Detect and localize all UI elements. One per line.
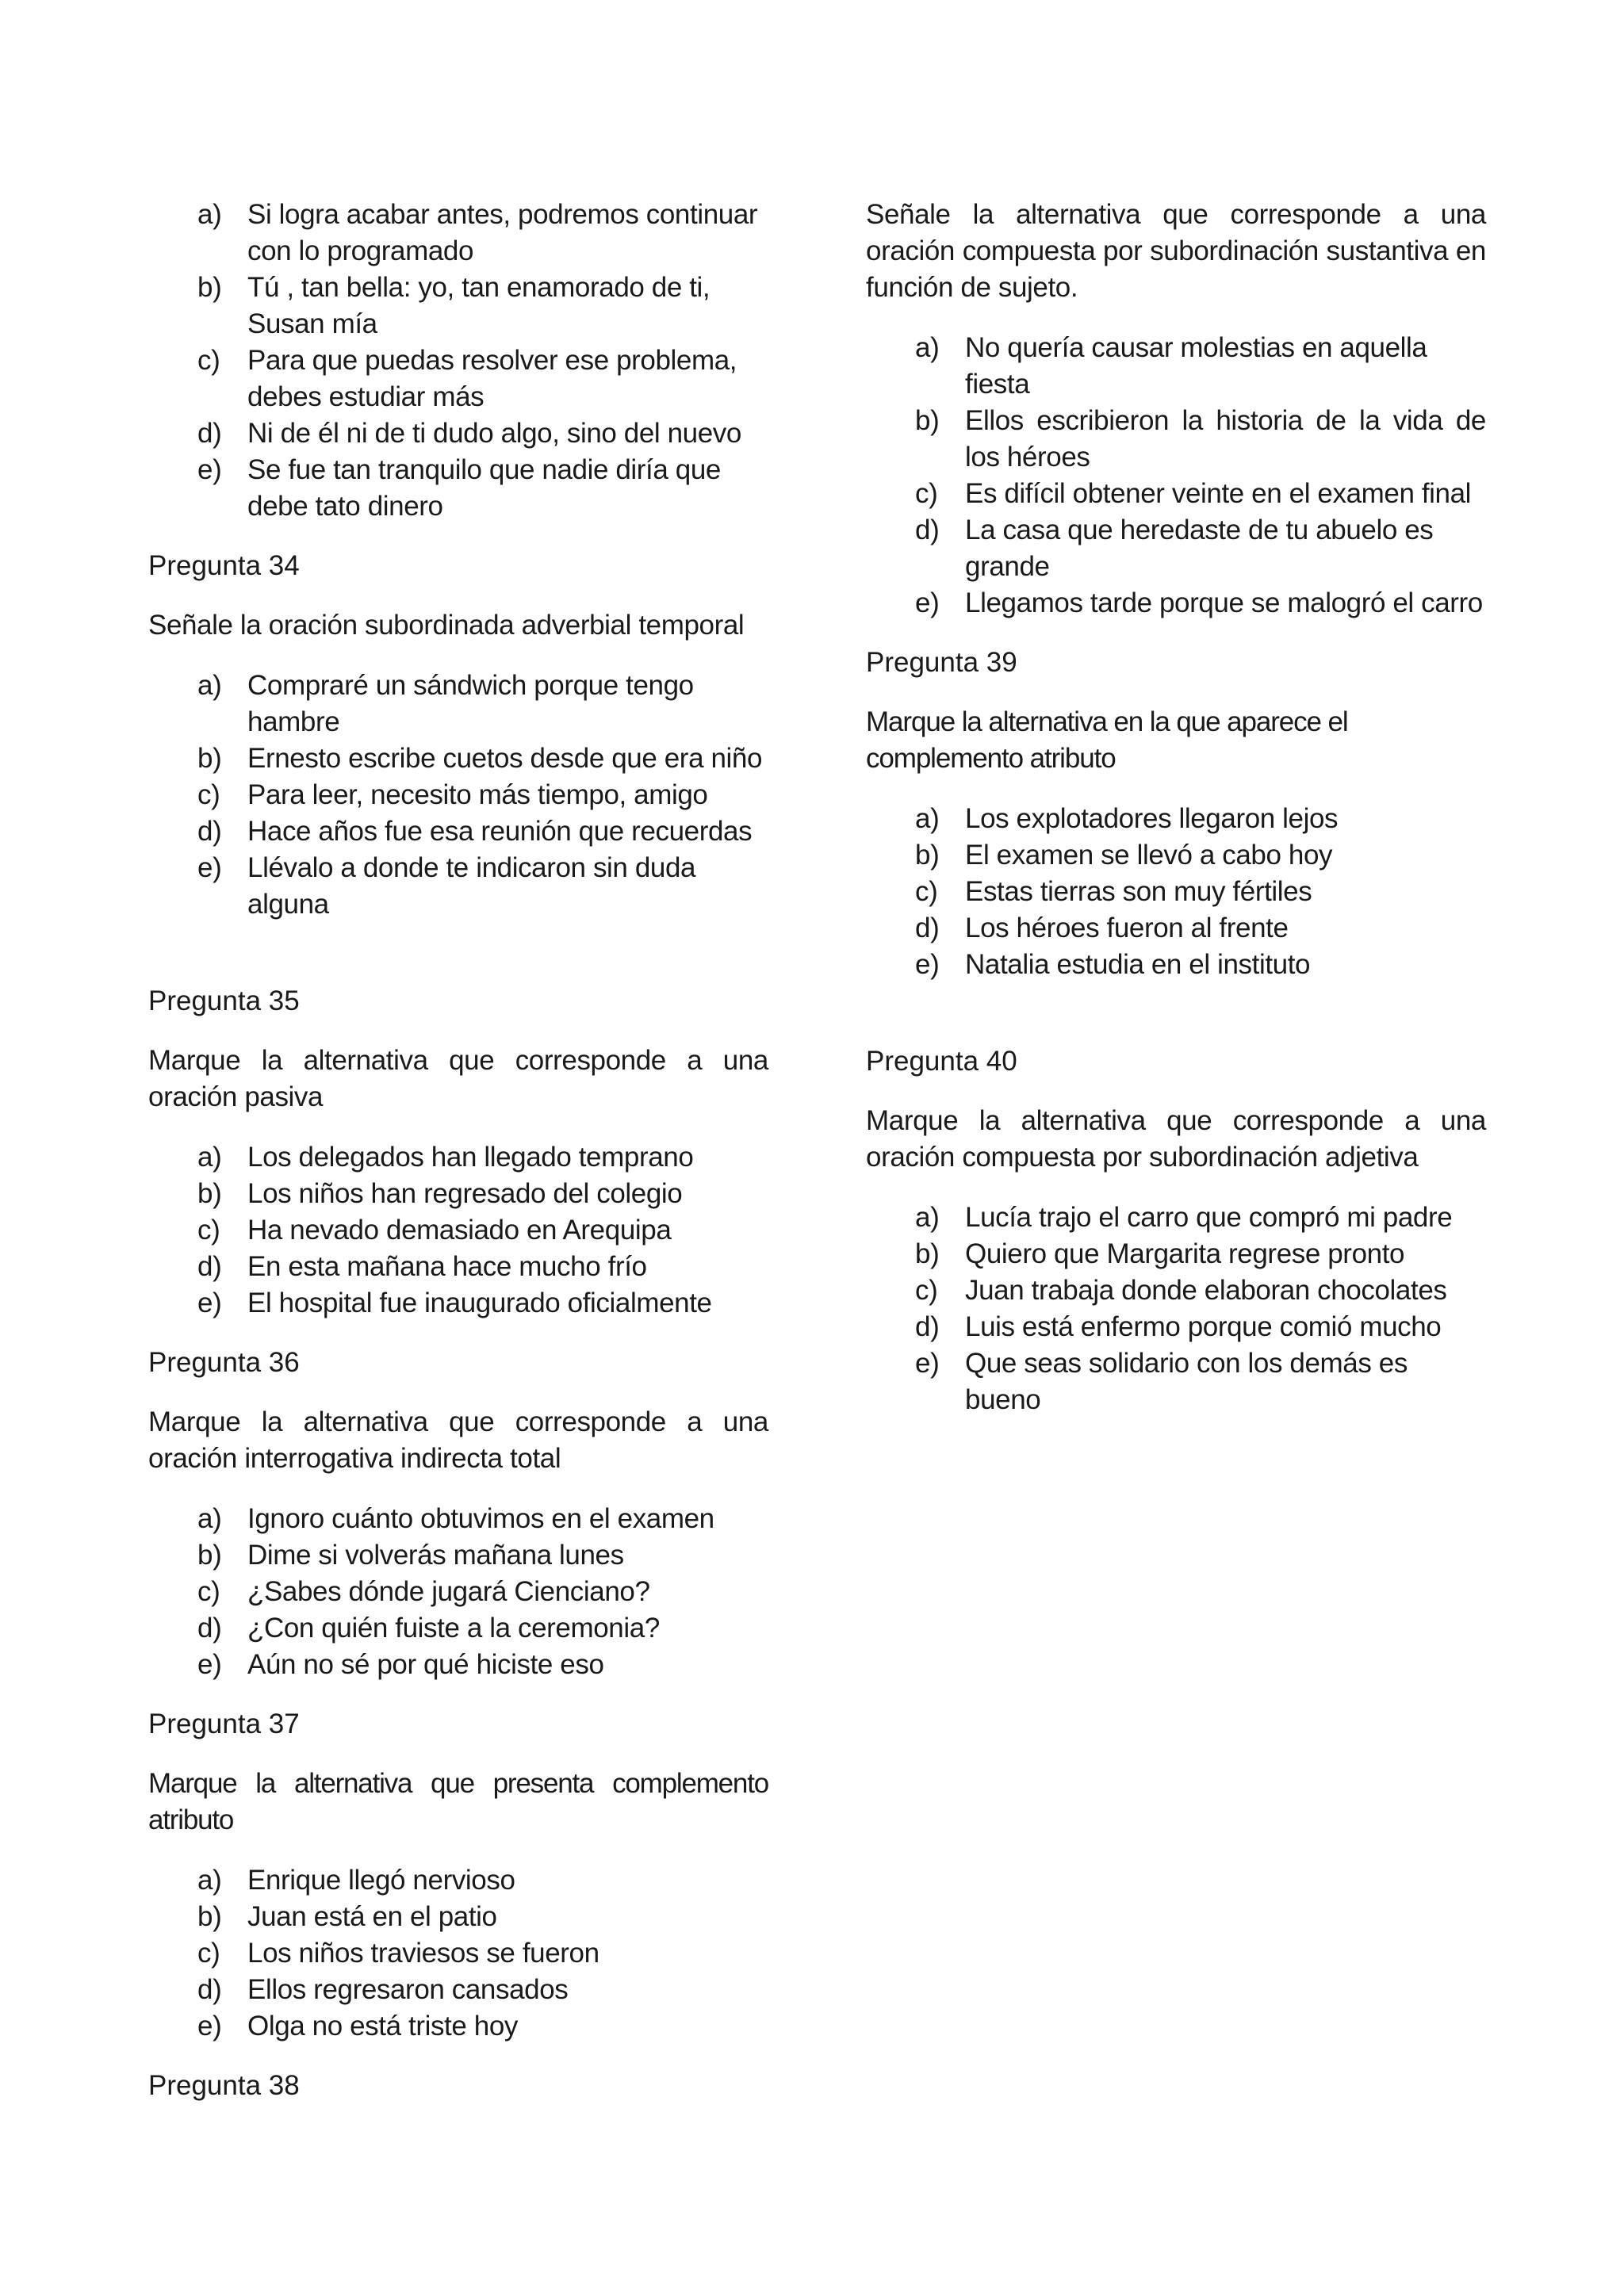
q39-title: Pregunta 39 bbox=[866, 647, 1017, 678]
option-c[interactable]: c) Juan trabaja donde elaboran chocolates bbox=[915, 1275, 1447, 1306]
option-d[interactable]: d) Luis está enfermo porque comió mucho bbox=[915, 1311, 1442, 1342]
q36-title: Pregunta 36 bbox=[148, 1347, 300, 1378]
option-a[interactable]: a) Si logra acabar antes, podremos continuar con lo programado bbox=[197, 199, 758, 266]
q40-title: Pregunta 40 bbox=[866, 1046, 1017, 1077]
option-a[interactable]: a) Lucía trajo el carro que compró mi padre bbox=[915, 1202, 1453, 1233]
right-column bbox=[866, 197, 1486, 1418]
option-c[interactable]: c) Es difícil obtener veinte en el examen final bbox=[915, 478, 1472, 509]
option-b[interactable]: b) Los niños han regresado del colegio bbox=[197, 1178, 683, 1209]
option-d[interactable]: d) Ellos regresaron cansados bbox=[197, 1974, 569, 2005]
option-c[interactable]: c) Estas tierras son muy fértiles bbox=[915, 876, 1312, 907]
option-c[interactable]: c) Los niños traviesos se fueron bbox=[197, 1938, 599, 1969]
q34-options bbox=[148, 668, 768, 923]
option-b[interactable]: b) El examen se llevó a cabo hoy bbox=[915, 840, 1333, 871]
q40-statement: Marque la alternativa que corresponde a una oración compuesta por subordinación adjetiva bbox=[866, 1105, 1486, 1173]
option-d[interactable]: d) Los héroes fueron al frente bbox=[915, 913, 1289, 943]
option-d[interactable]: d) ¿Con quién fuiste a la ceremonia? bbox=[197, 1613, 660, 1644]
q33-options bbox=[148, 197, 768, 525]
option-e[interactable]: e) Natalia estudia en el instituto bbox=[915, 949, 1311, 980]
q39-options bbox=[866, 801, 1486, 983]
option-a[interactable]: a) Compraré un sándwich porque tengo hambre bbox=[197, 670, 694, 737]
q37-statement: Marque la alternativa que presenta complemento atributo bbox=[148, 1768, 768, 1835]
option-e[interactable]: e) Llegamos tarde porque se malogró el carro bbox=[915, 587, 1483, 618]
q39-statement: Marque la alternativa en la que aparece el complemento atributo bbox=[866, 706, 1348, 774]
q37-options bbox=[148, 1862, 768, 2045]
option-b[interactable]: b) Quiero que Margarita regrese pronto bbox=[915, 1238, 1405, 1269]
option-e[interactable]: e) Llévalo a donde te indicaron sin duda alguna bbox=[197, 852, 696, 920]
q34-title: Pregunta 34 bbox=[148, 550, 300, 581]
q40-options bbox=[866, 1200, 1486, 1418]
option-c[interactable]: c) Para leer, necesito más tiempo, amigo bbox=[197, 779, 708, 810]
option-d[interactable]: d) La casa que heredaste de tu abuelo es grande bbox=[915, 515, 1434, 582]
q35-title: Pregunta 35 bbox=[148, 985, 300, 1016]
option-e[interactable]: e) El hospital fue inaugurado oficialmente bbox=[197, 1288, 712, 1318]
left-column bbox=[148, 197, 768, 2104]
option-c[interactable]: c) ¿Sabes dónde jugará Cienciano? bbox=[197, 1576, 650, 1607]
q35-options bbox=[148, 1139, 768, 1322]
option-d[interactable]: d) En esta mañana hace mucho frío bbox=[197, 1251, 647, 1282]
q36-options bbox=[148, 1501, 768, 1683]
option-a[interactable]: a) Ignoro cuánto obtuvimos en el examen bbox=[197, 1503, 714, 1534]
option-a[interactable]: a) Los delegados han llegado temprano bbox=[197, 1142, 694, 1173]
option-b[interactable]: b) Tú , tan bella: yo, tan enamorado de ti, Susan mía bbox=[197, 272, 710, 339]
option-a[interactable]: a) Los explotadores llegaron lejos bbox=[915, 803, 1339, 834]
option-e[interactable]: e) Que seas solidario con los demás es bueno bbox=[915, 1348, 1408, 1415]
option-a[interactable]: a) Enrique llegó nervioso bbox=[197, 1865, 515, 1896]
q38-statement: Señale la alternativa que corresponde a una oración compuesta por subordinación sustantiva en función de sujeto. bbox=[866, 199, 1486, 303]
option-e[interactable]: e) Se fue tan tranquilo que nadie diría que debe tato dinero bbox=[197, 454, 721, 522]
option-a[interactable]: a) No quería causar molestias en aquella fiesta bbox=[915, 332, 1427, 400]
option-b[interactable]: b) Ellos escribieron la historia de la vida de los héroes bbox=[915, 405, 1486, 473]
option-d[interactable]: d) Ni de él ni de ti dudo algo, sino del nuevo bbox=[197, 418, 741, 449]
option-b[interactable]: b) Juan está en el patio bbox=[197, 1901, 497, 1932]
option-b[interactable]: b) Ernesto escribe cuetos desde que era niño bbox=[197, 743, 763, 774]
q36-statement: Marque la alternativa que corresponde a una oración interrogativa indirecta total bbox=[148, 1406, 768, 1474]
option-c[interactable]: c) Ha nevado demasiado en Arequipa bbox=[197, 1215, 672, 1246]
option-c[interactable]: c) Para que puedas resolver ese problema, debes estudiar más bbox=[197, 345, 737, 412]
q38-options bbox=[866, 330, 1486, 622]
option-e[interactable]: e) Olga no está triste hoy bbox=[197, 2011, 518, 2042]
q38-title: Pregunta 38 bbox=[148, 2070, 300, 2101]
q37-title: Pregunta 37 bbox=[148, 1709, 300, 1739]
option-d[interactable]: d) Hace años fue esa reunión que recuerdas bbox=[197, 816, 753, 847]
q34-statement: Señale la oración subordinada adverbial temporal bbox=[148, 610, 745, 641]
option-e[interactable]: e) Aún no sé por qué hiciste eso bbox=[197, 1649, 604, 1680]
q35-statement: Marque la alternativa que corresponde a una oración pasiva bbox=[148, 1045, 768, 1112]
option-b[interactable]: b) Dime si volverás mañana lunes bbox=[197, 1540, 624, 1571]
